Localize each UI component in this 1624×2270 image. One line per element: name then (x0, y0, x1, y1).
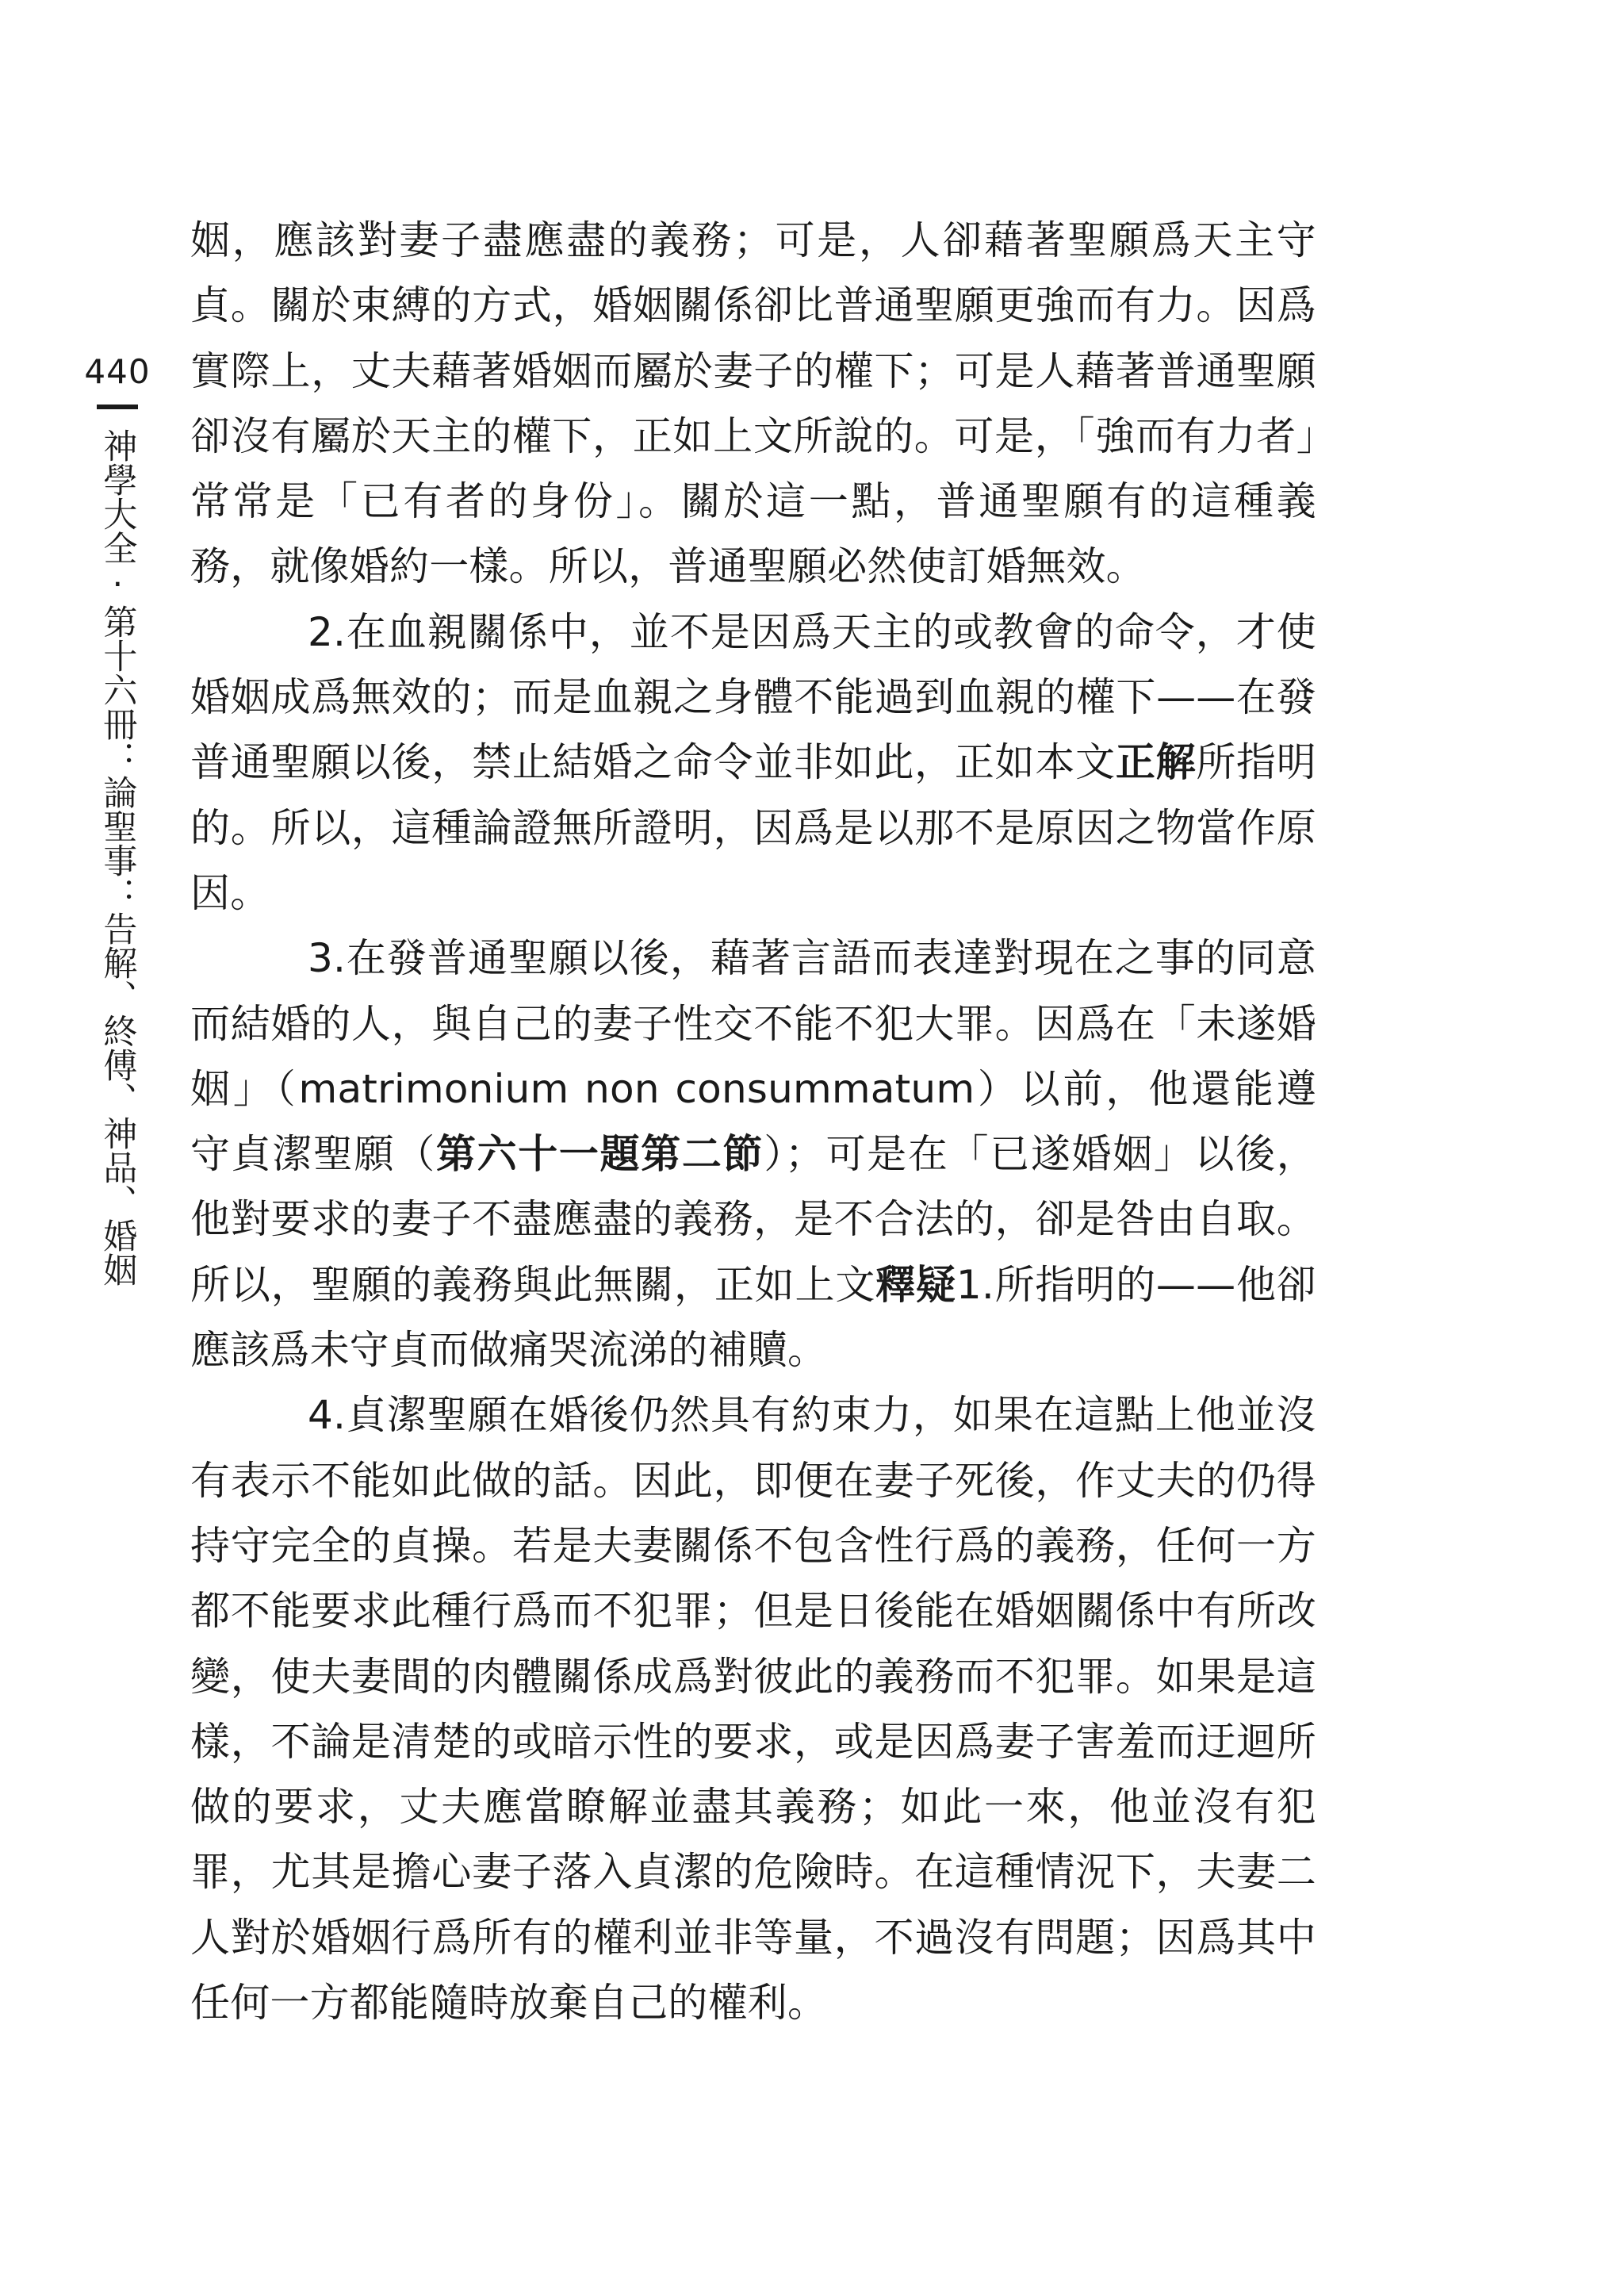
emphasis-text: 釋疑 (875, 1261, 956, 1308)
emphasis-text: 第六十一題第二節 (435, 1131, 764, 1178)
paragraph-text: 3.在發普通聖願以後，藉著言語而表達對現在之事的同意而結婚的人，與自己的妻子性交不能不犯大罪。因爲在「未遂婚姻」（matrimonium non consummatum）以前，他還能遵守貞潔聖願（ (190, 935, 1316, 1178)
paragraph-text: 1.所指明的——他卻應該爲未守貞而做痛哭流涕的補贖。 (190, 1261, 1316, 1374)
paragraph-text: 2.在血親關係中，並不是因爲天主的或教會的命令，才使婚姻成爲無效的；而是血親之身體不能過到血親的權下——在發普通聖願以後，禁止結婚之命令並非如此，正如本文 (190, 608, 1316, 786)
page-number: 440 (84, 352, 151, 391)
paragraph (190, 208, 1316, 600)
paragraph (190, 600, 1316, 926)
paragraph-text: ）；可是在「已遂婚姻」以後，他對要求的妻子不盡應盡的義務，是不合法的，卻是咎由自取。所以，聖願的義務與此無關，正如上文 (190, 1131, 1316, 1308)
paragraph-text: 姻，應該對妻子盡應盡的義務；可是，人卻藉著聖願爲天主守貞。關於束縛的方式，婚姻關係卻比普通聖願更強而有力。因爲實際上，丈夫藉著婚姻而屬於妻子的權下；可是人藉著普通聖願卻沒有屬於天主的權下，正如上文所說的。可是，「強而有力者」常常是「已有者的身份」。關於這一點，普通聖願有的這種義務，就像婚約一樣。所以，普通聖願必然使訂婚無效。 (190, 217, 1316, 590)
side-margin (79, 349, 155, 1286)
running-head: 神學大全·第十六冊：論聖事：告解、終傅、神品、婚姻 (98, 428, 138, 1286)
body-text (190, 208, 1316, 2035)
paragraph (190, 926, 1316, 1382)
paragraph-text: 4.貞潔聖願在婚後仍然具有約束力，如果在這點上他並沒有表示不能如此做的話。因此，即便在妻子死後，作丈夫的仍得持守完全的貞操。若是夫妻關係不包含性行爲的義務，任何一方都不能要求此種行爲而不犯罪；但是日後能在婚姻關係中有所改變，使夫妻間的肉體關係成爲對彼此的義務而不犯罪。如果是這樣，不論是清楚的或暗示性的要求，或是因爲妻子害羞而迂迴所做的要求，丈夫應當瞭解並盡其義務；如此一來，他並沒有犯罪，尤其是擔心妻子落入貞潔的危險時。在這種情況下，夫妻二人對於婚姻行爲所有的權利並非等量，不過沒有問題；因爲其中任何一方都能隨時放棄自己的權利。 (190, 1392, 1316, 2027)
emphasis-text: 正解 (1115, 739, 1197, 786)
paragraph-text: 所指明的。所以，這種論證無所證明，因爲是以那不是原因之物當作原因。 (190, 739, 1316, 916)
margin-rule (97, 405, 138, 409)
paragraph (190, 1382, 1316, 2035)
